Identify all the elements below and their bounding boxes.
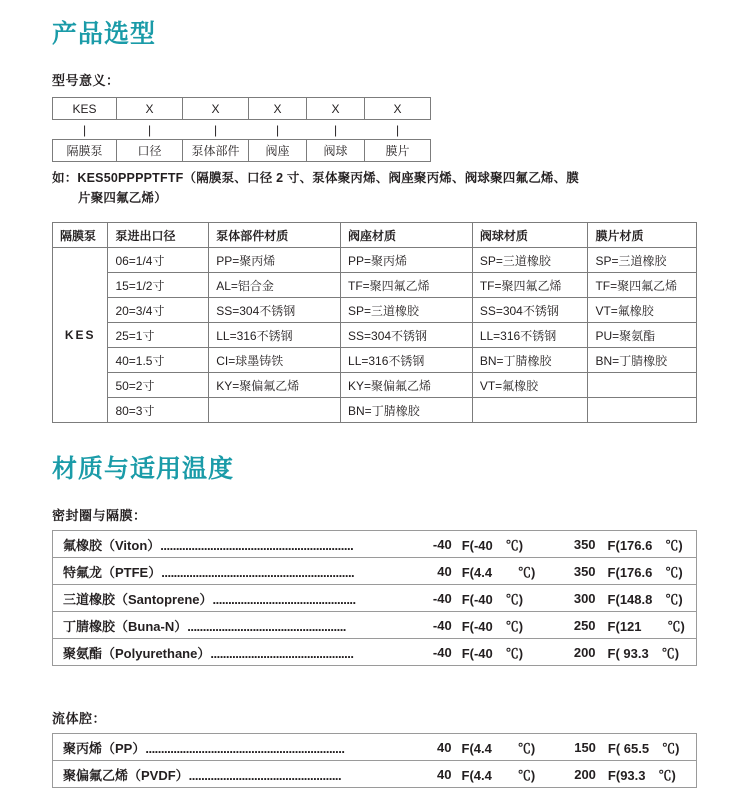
table-cell: TF=聚四氟乙烯 (341, 273, 473, 298)
table-row (53, 323, 697, 348)
table-cell: PP=聚丙烯 (341, 248, 473, 273)
table-row-names (53, 140, 431, 162)
code-cell: X (365, 98, 431, 120)
table-cell (588, 398, 697, 423)
connector-bar: | (213, 122, 218, 137)
leader-dots: ................................................................ (145, 740, 345, 756)
max-temp-unit: F(148.8 ℃) (598, 585, 697, 612)
max-temp-value: 200 (545, 639, 598, 666)
connector-bar: | (395, 122, 400, 137)
max-temp-value: 150 (545, 734, 598, 761)
code-name-cell: 阀球 (307, 140, 365, 162)
max-temp-value: 350 (545, 558, 598, 585)
table-cell: KY=聚偏氟乙烯 (209, 373, 341, 398)
min-temp-unit: F(4.4 ℃) (454, 558, 545, 585)
table-cell: KY=聚偏氟乙烯 (341, 373, 473, 398)
table-row (53, 585, 697, 612)
table-row (53, 761, 697, 788)
material-name (53, 761, 418, 788)
table-row (53, 531, 697, 558)
min-temp-unit: F(-40 ℃) (454, 639, 545, 666)
leader-dots: .............................................. (212, 591, 356, 607)
max-temp-value: 300 (545, 585, 598, 612)
spacer (52, 666, 698, 708)
material-name (53, 639, 418, 666)
material-name (53, 612, 418, 639)
min-temp-value: -40 (417, 612, 453, 639)
table-cell: VT=氟橡胶 (588, 298, 697, 323)
max-temp-unit: F( 65.5 ℃) (598, 734, 697, 761)
code-name-cell: 阀座 (249, 140, 307, 162)
min-temp-value: -40 (417, 639, 453, 666)
table-cell: SS=304不锈钢 (209, 298, 341, 323)
max-temp-unit: F(176.6 ℃) (598, 531, 697, 558)
min-temp-unit: F(-40 ℃) (454, 585, 545, 612)
material-label: 聚丙烯（PP） (63, 740, 146, 756)
column-header: 阀球材质 (472, 223, 588, 248)
table-row (53, 639, 697, 666)
seal-temperature-table (52, 530, 697, 666)
brand-cell: KES (53, 248, 108, 423)
min-temp-value: 40 (417, 734, 453, 761)
material-matrix-table (52, 222, 697, 423)
max-temp-value: 250 (545, 612, 598, 639)
spacer (52, 50, 698, 70)
material-name (53, 531, 418, 558)
table-cell: LL=316不锈钢 (472, 323, 588, 348)
code-cell: X (117, 98, 183, 120)
material-name (53, 558, 418, 585)
table-cell: SS=304不锈钢 (472, 298, 588, 323)
table-cell: 80=3寸 (108, 398, 209, 423)
connector-bar: | (333, 122, 338, 137)
table-cell: SS=304不锈钢 (341, 323, 473, 348)
table-cell: CI=球墨铸铁 (209, 348, 341, 373)
table-cell (588, 373, 697, 398)
table-cell: VT=氟橡胶 (472, 373, 588, 398)
model-example (52, 168, 698, 208)
table-cell: SP=三道橡胶 (472, 248, 588, 273)
column-header: 阀座材质 (341, 223, 473, 248)
material-name (53, 734, 418, 761)
table-cell: BN=丁腈橡胶 (472, 348, 588, 373)
table-cell: BN=丁腈橡胶 (341, 398, 473, 423)
spacer (52, 485, 698, 505)
max-temp-unit: F( 93.3 ℃) (598, 639, 697, 666)
code-cell: X (249, 98, 307, 120)
table-cell: TF=聚四氟乙烯 (472, 273, 588, 298)
model-example-line-2: 片聚四氟乙烯） (78, 191, 167, 205)
code-cell: KES (53, 98, 117, 120)
table-row (53, 298, 697, 323)
min-temp-unit: F(4.4 ℃) (454, 734, 545, 761)
leader-dots: .............................................................. (160, 537, 354, 553)
section-title-material-temperature: 材质与适用温度 (52, 455, 235, 483)
min-temp-unit: F(4.4 ℃) (454, 761, 545, 788)
table-cell: PU=聚氨酯 (588, 323, 697, 348)
table-row (53, 398, 697, 423)
code-cell: X (183, 98, 249, 120)
code-cell: X (307, 98, 365, 120)
max-temp-unit: F(176.6 ℃) (598, 558, 697, 585)
table-cell: PP=聚丙烯 (209, 248, 341, 273)
max-temp-unit: F(121 ℃) (598, 612, 697, 639)
min-temp-value: 40 (417, 761, 453, 788)
max-temp-unit: F(93.3 ℃) (598, 761, 697, 788)
material-label: 三道橡胶（Santoprene） (63, 591, 213, 607)
leader-dots: ................................................... (187, 618, 346, 634)
min-temp-unit: F(-40 ℃) (454, 612, 545, 639)
table-cell: AL=铝合金 (209, 273, 341, 298)
spacer (52, 423, 698, 449)
code-name-cell: 泵体部件 (183, 140, 249, 162)
table-cell: SP=三道橡胶 (588, 248, 697, 273)
section-title-product-selection: 产品选型 (52, 20, 157, 48)
table-row (53, 273, 697, 298)
leader-dots: .............................................. (210, 645, 354, 661)
leader-dots: .............................................................. (161, 564, 355, 580)
min-temp-value: -40 (417, 531, 453, 558)
table-cell: 15=1/2寸 (108, 273, 209, 298)
code-name-cell: 隔膜泵 (53, 140, 117, 162)
max-temp-value: 350 (545, 531, 598, 558)
table-row (53, 558, 697, 585)
table-cell (472, 398, 588, 423)
material-name (53, 585, 418, 612)
connector-bar: | (275, 122, 280, 137)
fluid-temperature-table (52, 733, 697, 788)
table-cell: LL=316不锈钢 (209, 323, 341, 348)
model-code-table (52, 97, 431, 162)
material-label: 氟橡胶（Viton） (63, 537, 161, 553)
table-row (53, 348, 697, 373)
material-label: 聚偏氟乙烯（PVDF） (63, 767, 189, 783)
table-cell: 50=2寸 (108, 373, 209, 398)
column-header: 隔膜泵 (53, 223, 108, 248)
table-cell: 40=1.5寸 (108, 348, 209, 373)
table-row (53, 612, 697, 639)
column-header: 膜片材质 (588, 223, 697, 248)
min-temp-value: 40 (417, 558, 453, 585)
model-meaning-label: 型号意义： (52, 73, 120, 88)
material-label: 特氟龙（PTFE） (63, 564, 162, 580)
table-header-row (53, 223, 697, 248)
model-example-line-1: 如：KES50PPPPTFTF（隔膜泵、口径 2 寸、泵体聚丙烯、阀座聚丙烯、阀球聚四氟乙烯、膜 (52, 171, 579, 185)
table-row (53, 248, 697, 273)
connector-bar: | (82, 122, 87, 137)
table-cell: SP=三道橡胶 (341, 298, 473, 323)
table-cell: LL=316不锈钢 (341, 348, 473, 373)
connector-bar: | (147, 122, 152, 137)
fluid-chamber-label: 流体腔： (52, 711, 107, 726)
column-header: 泵进出口径 (108, 223, 209, 248)
table-cell: TF=聚四氟乙烯 (588, 273, 697, 298)
table-cell: 06=1/4寸 (108, 248, 209, 273)
column-header: 泵体部件材质 (209, 223, 341, 248)
material-label: 聚氨酯（Polyurethane） (63, 645, 211, 661)
table-row-codes (53, 98, 431, 120)
max-temp-value: 200 (545, 761, 598, 788)
table-cell (209, 398, 341, 423)
min-temp-unit: F(-40 ℃) (454, 531, 545, 558)
table-cell: BN=丁腈橡胶 (588, 348, 697, 373)
table-row (53, 734, 697, 761)
table-cell: 20=3/4寸 (108, 298, 209, 323)
material-label: 丁腈橡胶（Buna-N） (63, 618, 188, 634)
code-name-cell: 口径 (117, 140, 183, 162)
leader-dots: ................................................. (188, 767, 342, 783)
min-temp-value: -40 (417, 585, 453, 612)
code-name-cell: 膜片 (365, 140, 431, 162)
table-row-connectors (53, 120, 431, 140)
seal-diaphragm-label: 密封圈与隔膜： (52, 508, 147, 523)
table-row (53, 373, 697, 398)
table-cell: 25=1寸 (108, 323, 209, 348)
